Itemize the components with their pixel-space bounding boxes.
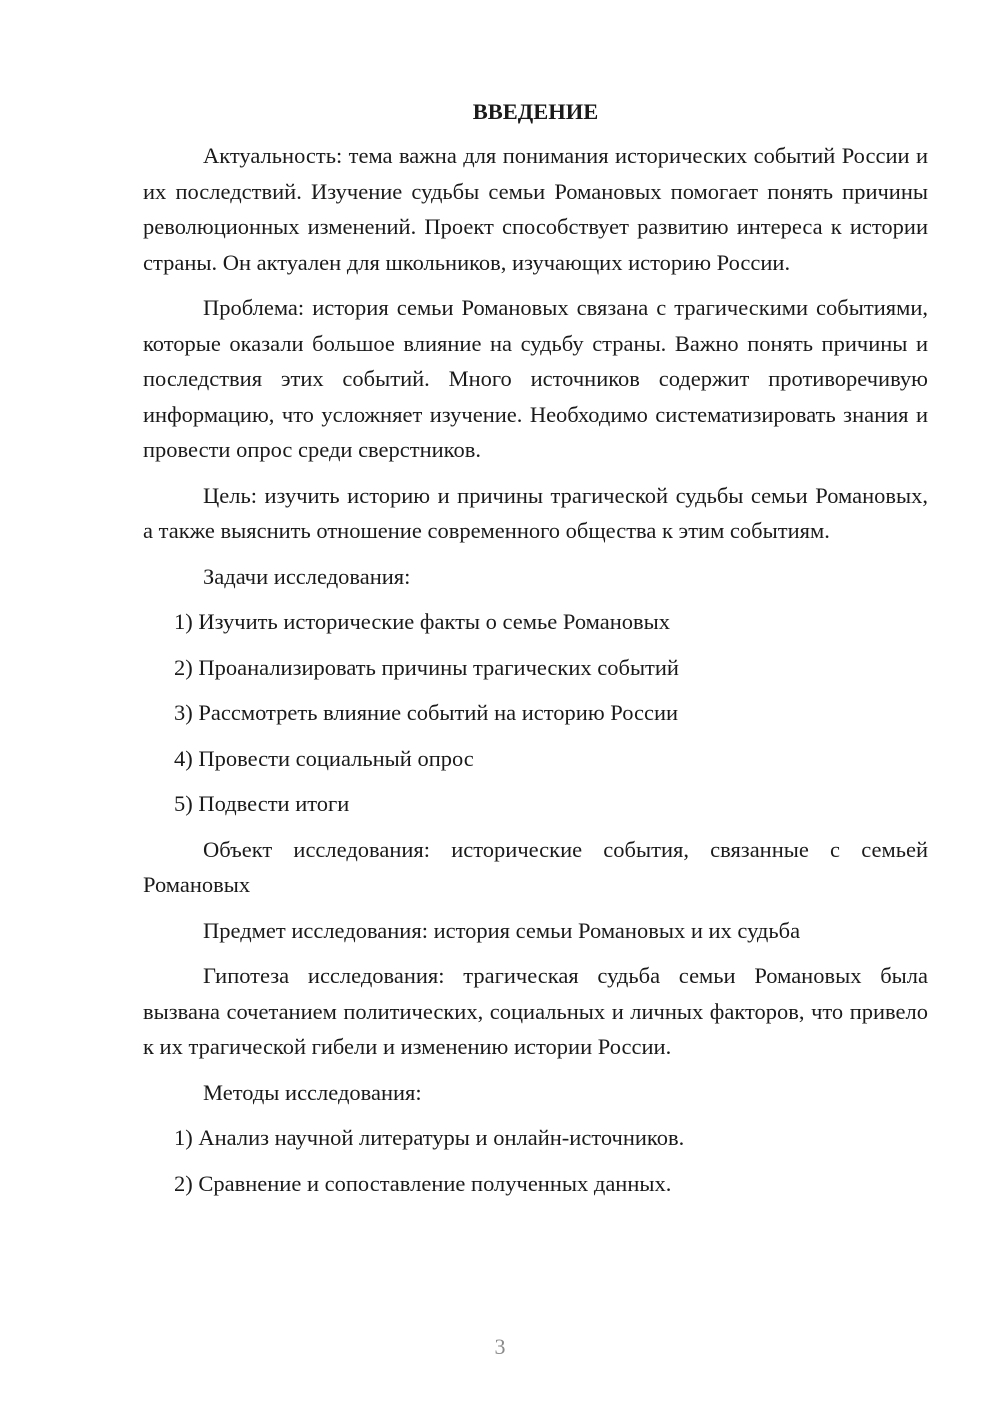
page-number: 3 <box>494 1334 506 1359</box>
list-item: 1) Анализ научной литературы и онлайн-источников. <box>174 1125 685 1150</box>
tasks-list <box>143 604 928 822</box>
list-item: 2) Сравнение и сопоставление полученных данных. <box>174 1170 672 1196</box>
tasks-heading: Задачи исследования: <box>203 563 411 589</box>
list-item: 2) Проанализировать причины трагических событий <box>174 654 679 680</box>
subject-paragraph: Предмет исследования: история семьи Романовых и их судьба <box>203 917 801 943</box>
problem-paragraph: Проблема: история семьи Романовых связана с трагическими событиями, которые оказали большое влияние на судьбу страны. Важно понять причины и последствия этих событий. Много источников содержит противоречивую информацию, что усложняет изучение. Необходимо систематизировать знания и провести опрос среди сверстников. <box>143 295 928 462</box>
document-page <box>143 92 928 1211</box>
list-item: 1) Изучить исторические факты о семье Романовых <box>174 609 671 634</box>
goal-paragraph: Цель: изучить историю и причины трагической судьбы семьи Романовых, а также выяснить отношение современного общества к этим событиям. <box>143 482 928 543</box>
list-item: 3) Рассмотреть влияние событий на историю России <box>174 700 679 725</box>
hypothesis-paragraph: Гипотеза исследования: трагическая судьба семьи Романовых была вызвана сочетанием политических, социальных и личных факторов, что привело к их трагической гибели и изменению истории России. <box>143 963 928 1059</box>
methods-heading: Методы исследования: <box>203 1079 422 1105</box>
methods-list <box>143 1120 928 1201</box>
relevance-paragraph: Актуальность: тема важна для понимания исторических событий России и их последствий. Изучение судьбы семьи Романовых помогает понять причины революционных изменений. Проект способствует развитию интереса к истории страны. Он актуален для школьников, изучающих историю России. <box>143 143 928 275</box>
list-item: 4) Провести социальный опрос <box>174 745 474 771</box>
section-title: ВВЕДЕНИЕ <box>472 99 599 124</box>
list-item: 5) Подвести итоги <box>174 791 350 816</box>
object-paragraph: Объект исследования: исторические события, связанные с семьей Романовых <box>143 836 928 897</box>
